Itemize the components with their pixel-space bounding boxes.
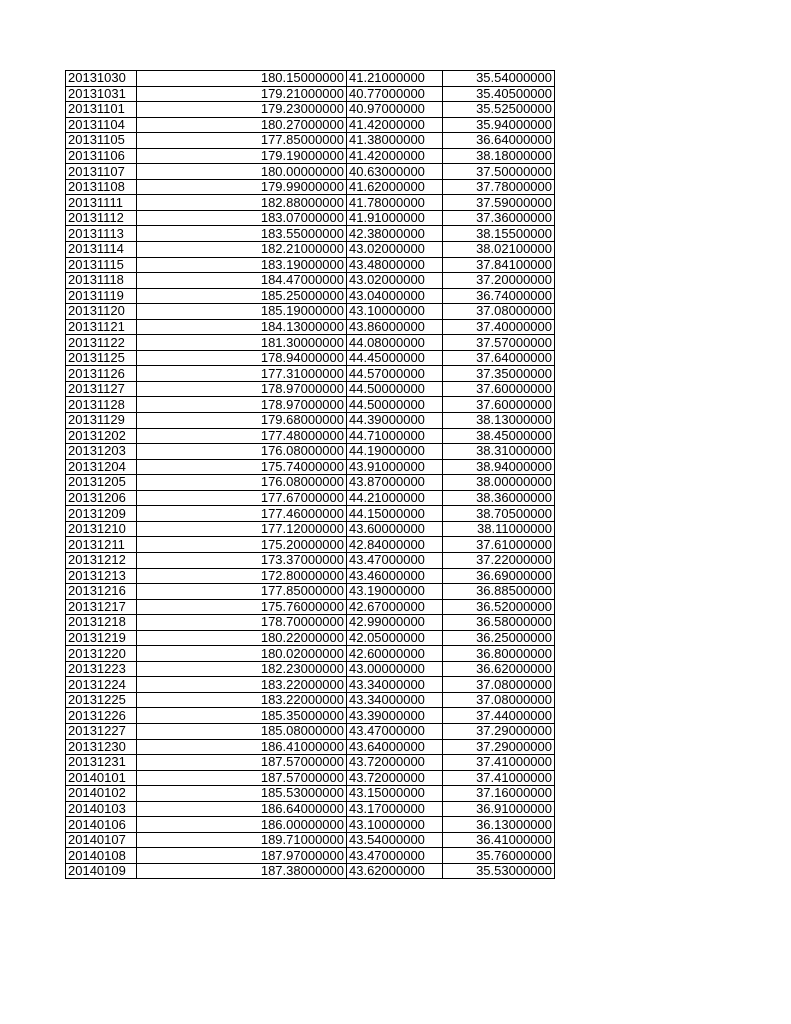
date-cell: 20131216 bbox=[66, 584, 137, 600]
value-2-cell: 43.02000000 bbox=[347, 242, 443, 258]
value-2-cell: 41.78000000 bbox=[347, 195, 443, 211]
table-row bbox=[66, 413, 555, 429]
value-1-cell: 176.08000000 bbox=[137, 475, 347, 491]
table-row bbox=[66, 755, 555, 771]
value-3-cell: 38.70500000 bbox=[443, 506, 555, 522]
date-cell: 20131107 bbox=[66, 164, 137, 180]
table-row bbox=[66, 584, 555, 600]
value-3-cell: 36.62000000 bbox=[443, 661, 555, 677]
date-cell: 20140103 bbox=[66, 801, 137, 817]
date-cell: 20131203 bbox=[66, 444, 137, 460]
date-cell: 20140102 bbox=[66, 786, 137, 802]
table-row bbox=[66, 226, 555, 242]
table-row bbox=[66, 630, 555, 646]
table-row bbox=[66, 490, 555, 506]
value-1-cell: 180.02000000 bbox=[137, 646, 347, 662]
date-cell: 20131230 bbox=[66, 739, 137, 755]
date-cell: 20131118 bbox=[66, 273, 137, 289]
date-cell: 20131217 bbox=[66, 599, 137, 615]
value-1-cell: 176.08000000 bbox=[137, 444, 347, 460]
value-3-cell: 38.45000000 bbox=[443, 428, 555, 444]
value-1-cell: 183.19000000 bbox=[137, 257, 347, 273]
date-cell: 20131031 bbox=[66, 86, 137, 102]
value-2-cell: 43.72000000 bbox=[347, 755, 443, 771]
table-row bbox=[66, 257, 555, 273]
value-1-cell: 177.31000000 bbox=[137, 366, 347, 382]
value-1-cell: 183.07000000 bbox=[137, 210, 347, 226]
table-row bbox=[66, 133, 555, 149]
table-row bbox=[66, 770, 555, 786]
value-1-cell: 185.35000000 bbox=[137, 708, 347, 724]
value-1-cell: 187.97000000 bbox=[137, 848, 347, 864]
value-2-cell: 44.50000000 bbox=[347, 397, 443, 413]
value-2-cell: 44.19000000 bbox=[347, 444, 443, 460]
value-3-cell: 37.60000000 bbox=[443, 397, 555, 413]
table-row bbox=[66, 71, 555, 87]
value-3-cell: 37.60000000 bbox=[443, 381, 555, 397]
value-2-cell: 43.10000000 bbox=[347, 817, 443, 833]
date-cell: 20140106 bbox=[66, 817, 137, 833]
date-cell: 20131108 bbox=[66, 179, 137, 195]
date-cell: 20131115 bbox=[66, 257, 137, 273]
value-3-cell: 36.41000000 bbox=[443, 832, 555, 848]
value-3-cell: 37.40000000 bbox=[443, 319, 555, 335]
date-cell: 20131111 bbox=[66, 195, 137, 211]
value-1-cell: 182.21000000 bbox=[137, 242, 347, 258]
table-row bbox=[66, 661, 555, 677]
table-row bbox=[66, 599, 555, 615]
value-1-cell: 186.00000000 bbox=[137, 817, 347, 833]
value-1-cell: 178.97000000 bbox=[137, 381, 347, 397]
table-body bbox=[66, 71, 555, 879]
value-1-cell: 180.15000000 bbox=[137, 71, 347, 87]
value-2-cell: 43.47000000 bbox=[347, 552, 443, 568]
value-2-cell: 43.19000000 bbox=[347, 584, 443, 600]
value-2-cell: 43.15000000 bbox=[347, 786, 443, 802]
value-1-cell: 183.55000000 bbox=[137, 226, 347, 242]
date-cell: 20131120 bbox=[66, 304, 137, 320]
date-cell: 20131206 bbox=[66, 490, 137, 506]
date-cell: 20131212 bbox=[66, 552, 137, 568]
value-1-cell: 185.53000000 bbox=[137, 786, 347, 802]
value-2-cell: 44.39000000 bbox=[347, 413, 443, 429]
table-row bbox=[66, 786, 555, 802]
value-1-cell: 179.19000000 bbox=[137, 148, 347, 164]
value-2-cell: 43.72000000 bbox=[347, 770, 443, 786]
value-3-cell: 37.16000000 bbox=[443, 786, 555, 802]
table-row bbox=[66, 615, 555, 631]
value-1-cell: 182.88000000 bbox=[137, 195, 347, 211]
date-cell: 20131127 bbox=[66, 381, 137, 397]
date-cell: 20140101 bbox=[66, 770, 137, 786]
value-2-cell: 43.87000000 bbox=[347, 475, 443, 491]
value-2-cell: 43.02000000 bbox=[347, 273, 443, 289]
date-cell: 20131213 bbox=[66, 568, 137, 584]
value-1-cell: 177.48000000 bbox=[137, 428, 347, 444]
value-1-cell: 175.20000000 bbox=[137, 537, 347, 553]
value-3-cell: 37.08000000 bbox=[443, 692, 555, 708]
table-row bbox=[66, 117, 555, 133]
table-row bbox=[66, 506, 555, 522]
value-3-cell: 37.64000000 bbox=[443, 350, 555, 366]
value-1-cell: 187.38000000 bbox=[137, 863, 347, 879]
value-3-cell: 36.13000000 bbox=[443, 817, 555, 833]
date-cell: 20131125 bbox=[66, 350, 137, 366]
table-row bbox=[66, 475, 555, 491]
value-3-cell: 37.41000000 bbox=[443, 755, 555, 771]
table-row bbox=[66, 397, 555, 413]
value-3-cell: 38.18000000 bbox=[443, 148, 555, 164]
value-2-cell: 41.42000000 bbox=[347, 117, 443, 133]
date-cell: 20131223 bbox=[66, 661, 137, 677]
value-3-cell: 38.36000000 bbox=[443, 490, 555, 506]
value-2-cell: 43.00000000 bbox=[347, 661, 443, 677]
date-cell: 20131106 bbox=[66, 148, 137, 164]
value-2-cell: 42.05000000 bbox=[347, 630, 443, 646]
table-row bbox=[66, 288, 555, 304]
table-row bbox=[66, 832, 555, 848]
value-2-cell: 41.91000000 bbox=[347, 210, 443, 226]
value-2-cell: 41.38000000 bbox=[347, 133, 443, 149]
table-row bbox=[66, 319, 555, 335]
table-row bbox=[66, 817, 555, 833]
date-cell: 20131104 bbox=[66, 117, 137, 133]
date-cell: 20131113 bbox=[66, 226, 137, 242]
value-3-cell: 36.80000000 bbox=[443, 646, 555, 662]
value-2-cell: 43.10000000 bbox=[347, 304, 443, 320]
value-2-cell: 40.63000000 bbox=[347, 164, 443, 180]
date-cell: 20131129 bbox=[66, 413, 137, 429]
value-2-cell: 41.21000000 bbox=[347, 71, 443, 87]
date-cell: 20131231 bbox=[66, 755, 137, 771]
value-1-cell: 173.37000000 bbox=[137, 552, 347, 568]
value-1-cell: 178.94000000 bbox=[137, 350, 347, 366]
value-1-cell: 180.00000000 bbox=[137, 164, 347, 180]
value-3-cell: 36.25000000 bbox=[443, 630, 555, 646]
date-cell: 20131227 bbox=[66, 723, 137, 739]
value-2-cell: 42.67000000 bbox=[347, 599, 443, 615]
value-1-cell: 177.85000000 bbox=[137, 584, 347, 600]
value-1-cell: 189.71000000 bbox=[137, 832, 347, 848]
date-cell: 20131209 bbox=[66, 506, 137, 522]
value-3-cell: 35.52500000 bbox=[443, 102, 555, 118]
table-row bbox=[66, 739, 555, 755]
table-row bbox=[66, 210, 555, 226]
value-2-cell: 43.34000000 bbox=[347, 692, 443, 708]
date-cell: 20131122 bbox=[66, 335, 137, 351]
value-1-cell: 181.30000000 bbox=[137, 335, 347, 351]
date-cell: 20131219 bbox=[66, 630, 137, 646]
value-2-cell: 42.99000000 bbox=[347, 615, 443, 631]
date-cell: 20131218 bbox=[66, 615, 137, 631]
value-3-cell: 38.94000000 bbox=[443, 459, 555, 475]
value-3-cell: 35.94000000 bbox=[443, 117, 555, 133]
value-1-cell: 177.67000000 bbox=[137, 490, 347, 506]
value-2-cell: 43.17000000 bbox=[347, 801, 443, 817]
value-1-cell: 179.21000000 bbox=[137, 86, 347, 102]
value-2-cell: 43.04000000 bbox=[347, 288, 443, 304]
value-2-cell: 43.64000000 bbox=[347, 739, 443, 755]
table-row bbox=[66, 428, 555, 444]
value-1-cell: 175.76000000 bbox=[137, 599, 347, 615]
date-cell: 20131202 bbox=[66, 428, 137, 444]
table-row bbox=[66, 304, 555, 320]
value-3-cell: 37.29000000 bbox=[443, 723, 555, 739]
value-3-cell: 38.11000000 bbox=[443, 521, 555, 537]
value-1-cell: 186.64000000 bbox=[137, 801, 347, 817]
value-1-cell: 185.25000000 bbox=[137, 288, 347, 304]
table-row bbox=[66, 568, 555, 584]
value-3-cell: 37.78000000 bbox=[443, 179, 555, 195]
value-1-cell: 175.74000000 bbox=[137, 459, 347, 475]
table-row bbox=[66, 646, 555, 662]
table-row bbox=[66, 381, 555, 397]
date-cell: 20131226 bbox=[66, 708, 137, 724]
value-1-cell: 187.57000000 bbox=[137, 755, 347, 771]
value-3-cell: 35.53000000 bbox=[443, 863, 555, 879]
value-3-cell: 36.74000000 bbox=[443, 288, 555, 304]
value-3-cell: 37.35000000 bbox=[443, 366, 555, 382]
value-2-cell: 43.54000000 bbox=[347, 832, 443, 848]
value-1-cell: 185.19000000 bbox=[137, 304, 347, 320]
table-row bbox=[66, 86, 555, 102]
value-2-cell: 44.71000000 bbox=[347, 428, 443, 444]
value-3-cell: 35.54000000 bbox=[443, 71, 555, 87]
date-cell: 20131030 bbox=[66, 71, 137, 87]
value-2-cell: 43.47000000 bbox=[347, 723, 443, 739]
value-1-cell: 179.23000000 bbox=[137, 102, 347, 118]
date-cell: 20131105 bbox=[66, 133, 137, 149]
value-2-cell: 44.45000000 bbox=[347, 350, 443, 366]
value-2-cell: 44.08000000 bbox=[347, 335, 443, 351]
value-1-cell: 178.70000000 bbox=[137, 615, 347, 631]
date-cell: 20131114 bbox=[66, 242, 137, 258]
table-row bbox=[66, 708, 555, 724]
value-2-cell: 44.21000000 bbox=[347, 490, 443, 506]
value-2-cell: 42.84000000 bbox=[347, 537, 443, 553]
value-2-cell: 41.62000000 bbox=[347, 179, 443, 195]
value-3-cell: 38.15500000 bbox=[443, 226, 555, 242]
date-cell: 20131225 bbox=[66, 692, 137, 708]
table-row bbox=[66, 366, 555, 382]
value-2-cell: 40.77000000 bbox=[347, 86, 443, 102]
date-cell: 20131224 bbox=[66, 677, 137, 693]
value-1-cell: 179.68000000 bbox=[137, 413, 347, 429]
date-cell: 20131220 bbox=[66, 646, 137, 662]
value-3-cell: 38.02100000 bbox=[443, 242, 555, 258]
data-table bbox=[65, 70, 555, 879]
value-1-cell: 180.27000000 bbox=[137, 117, 347, 133]
value-1-cell: 186.41000000 bbox=[137, 739, 347, 755]
value-2-cell: 41.42000000 bbox=[347, 148, 443, 164]
value-2-cell: 43.60000000 bbox=[347, 521, 443, 537]
table-row bbox=[66, 692, 555, 708]
value-3-cell: 38.00000000 bbox=[443, 475, 555, 491]
value-1-cell: 184.13000000 bbox=[137, 319, 347, 335]
value-3-cell: 37.44000000 bbox=[443, 708, 555, 724]
value-1-cell: 183.22000000 bbox=[137, 677, 347, 693]
value-2-cell: 43.91000000 bbox=[347, 459, 443, 475]
date-cell: 20140108 bbox=[66, 848, 137, 864]
value-3-cell: 36.69000000 bbox=[443, 568, 555, 584]
value-2-cell: 43.62000000 bbox=[347, 863, 443, 879]
table-row bbox=[66, 273, 555, 289]
value-3-cell: 37.08000000 bbox=[443, 677, 555, 693]
table-row bbox=[66, 195, 555, 211]
value-2-cell: 43.48000000 bbox=[347, 257, 443, 273]
value-1-cell: 179.99000000 bbox=[137, 179, 347, 195]
value-3-cell: 36.52000000 bbox=[443, 599, 555, 615]
table-row bbox=[66, 444, 555, 460]
table-row bbox=[66, 848, 555, 864]
value-3-cell: 37.41000000 bbox=[443, 770, 555, 786]
value-2-cell: 43.86000000 bbox=[347, 319, 443, 335]
table-row bbox=[66, 521, 555, 537]
value-2-cell: 43.46000000 bbox=[347, 568, 443, 584]
value-1-cell: 185.08000000 bbox=[137, 723, 347, 739]
value-3-cell: 36.91000000 bbox=[443, 801, 555, 817]
table-row bbox=[66, 552, 555, 568]
date-cell: 20131128 bbox=[66, 397, 137, 413]
value-3-cell: 37.57000000 bbox=[443, 335, 555, 351]
value-3-cell: 37.20000000 bbox=[443, 273, 555, 289]
value-3-cell: 38.13000000 bbox=[443, 413, 555, 429]
date-cell: 20131121 bbox=[66, 319, 137, 335]
date-cell: 20131211 bbox=[66, 537, 137, 553]
value-3-cell: 36.64000000 bbox=[443, 133, 555, 149]
value-3-cell: 37.59000000 bbox=[443, 195, 555, 211]
table-row bbox=[66, 459, 555, 475]
value-3-cell: 37.08000000 bbox=[443, 304, 555, 320]
value-3-cell: 36.88500000 bbox=[443, 584, 555, 600]
table-row bbox=[66, 148, 555, 164]
table-row bbox=[66, 350, 555, 366]
table-row bbox=[66, 677, 555, 693]
table-row bbox=[66, 801, 555, 817]
value-1-cell: 182.23000000 bbox=[137, 661, 347, 677]
date-cell: 20131204 bbox=[66, 459, 137, 475]
value-1-cell: 178.97000000 bbox=[137, 397, 347, 413]
value-3-cell: 36.58000000 bbox=[443, 615, 555, 631]
date-cell: 20131112 bbox=[66, 210, 137, 226]
value-2-cell: 42.60000000 bbox=[347, 646, 443, 662]
value-3-cell: 37.29000000 bbox=[443, 739, 555, 755]
table-row bbox=[66, 537, 555, 553]
value-2-cell: 43.34000000 bbox=[347, 677, 443, 693]
value-1-cell: 183.22000000 bbox=[137, 692, 347, 708]
table-row bbox=[66, 242, 555, 258]
value-2-cell: 40.97000000 bbox=[347, 102, 443, 118]
value-1-cell: 177.46000000 bbox=[137, 506, 347, 522]
value-1-cell: 172.80000000 bbox=[137, 568, 347, 584]
value-3-cell: 35.76000000 bbox=[443, 848, 555, 864]
date-cell: 20131119 bbox=[66, 288, 137, 304]
value-3-cell: 38.31000000 bbox=[443, 444, 555, 460]
value-2-cell: 43.39000000 bbox=[347, 708, 443, 724]
date-cell: 20131210 bbox=[66, 521, 137, 537]
table-row bbox=[66, 335, 555, 351]
table-row bbox=[66, 164, 555, 180]
value-3-cell: 35.40500000 bbox=[443, 86, 555, 102]
date-cell: 20140107 bbox=[66, 832, 137, 848]
date-cell: 20131205 bbox=[66, 475, 137, 491]
date-cell: 20131101 bbox=[66, 102, 137, 118]
table-row bbox=[66, 179, 555, 195]
date-cell: 20131126 bbox=[66, 366, 137, 382]
value-2-cell: 44.57000000 bbox=[347, 366, 443, 382]
value-1-cell: 177.85000000 bbox=[137, 133, 347, 149]
value-1-cell: 177.12000000 bbox=[137, 521, 347, 537]
value-2-cell: 44.15000000 bbox=[347, 506, 443, 522]
value-2-cell: 44.50000000 bbox=[347, 381, 443, 397]
value-3-cell: 37.61000000 bbox=[443, 537, 555, 553]
value-3-cell: 37.50000000 bbox=[443, 164, 555, 180]
value-3-cell: 37.36000000 bbox=[443, 210, 555, 226]
table-row bbox=[66, 863, 555, 879]
value-3-cell: 37.84100000 bbox=[443, 257, 555, 273]
value-1-cell: 187.57000000 bbox=[137, 770, 347, 786]
value-2-cell: 42.38000000 bbox=[347, 226, 443, 242]
date-cell: 20140109 bbox=[66, 863, 137, 879]
value-1-cell: 184.47000000 bbox=[137, 273, 347, 289]
value-2-cell: 43.47000000 bbox=[347, 848, 443, 864]
table-row bbox=[66, 723, 555, 739]
table-row bbox=[66, 102, 555, 118]
value-3-cell: 37.22000000 bbox=[443, 552, 555, 568]
value-1-cell: 180.22000000 bbox=[137, 630, 347, 646]
